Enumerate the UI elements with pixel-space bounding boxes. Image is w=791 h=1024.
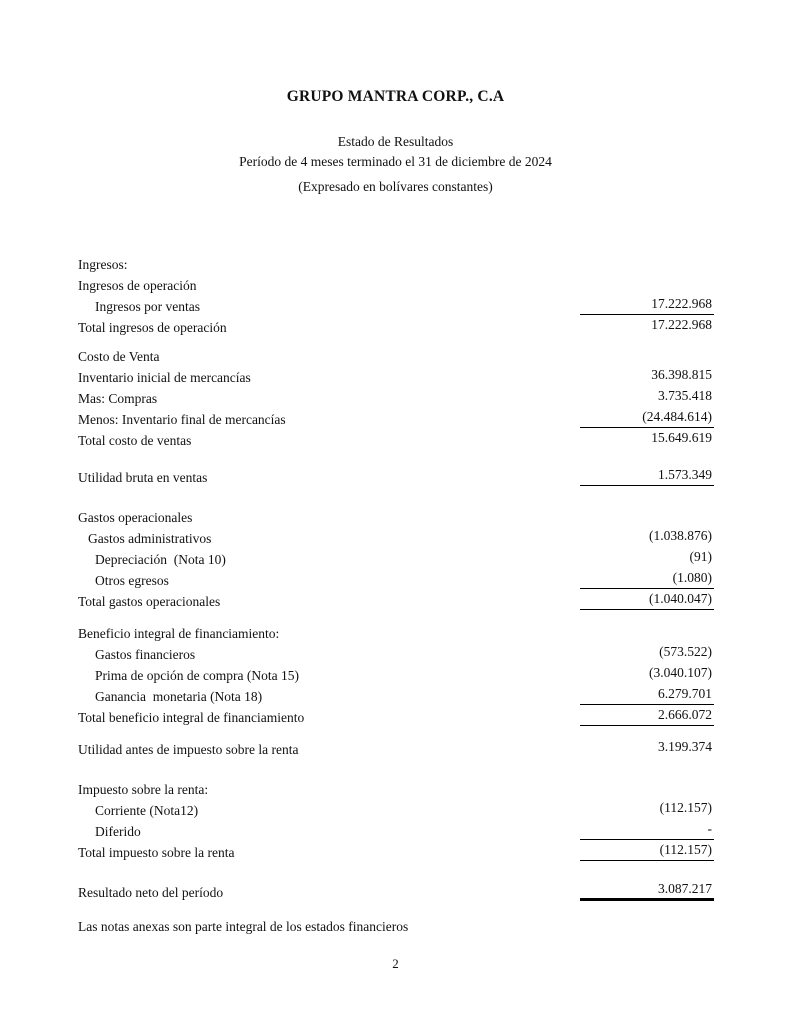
page-number: 2 (392, 956, 399, 971)
row-value: (1.080) (580, 570, 714, 589)
statement-row (78, 568, 714, 589)
row-value: 2.666.072 (580, 707, 714, 726)
row-value (580, 291, 714, 294)
row-label: Depreciación (Nota 10) (95, 552, 226, 567)
row-value: 3.087.217 (580, 881, 714, 901)
row-value: 6.279.701 (580, 686, 714, 705)
statement-row (78, 547, 714, 568)
row-value: (3.040.107) (649, 665, 712, 680)
statement-row (78, 428, 714, 449)
statement-period: Período de 4 meses terminado el 31 de diciembre de 2024 (239, 154, 552, 169)
statement-row (78, 386, 714, 407)
row-label: Total impuesto sobre la renta (78, 845, 235, 860)
row-label: Ingresos por ventas (95, 299, 200, 314)
row-value (580, 523, 714, 526)
row-label: Total gastos operacionales (78, 594, 221, 609)
statement-row (78, 684, 714, 705)
row-label: Utilidad bruta en ventas (78, 470, 208, 485)
row-value: (91) (689, 549, 712, 564)
statement-row (78, 777, 714, 798)
statement-row (78, 880, 714, 901)
row-label: Corriente (Nota12) (95, 803, 199, 818)
statement-row (78, 505, 714, 526)
currency-note: (Expresado en bolívares constantes) (298, 179, 493, 194)
row-label: Total ingresos de operación (78, 320, 227, 335)
statement-row (78, 344, 714, 365)
row-label: Utilidad antes de impuesto sobre la renta (78, 742, 299, 757)
statement-row (78, 273, 714, 294)
statement-title: Estado de Resultados (337, 134, 454, 149)
document-header (0, 0, 791, 195)
row-value: (112.157) (580, 842, 714, 861)
statement-row (78, 840, 714, 861)
statement-rows (78, 252, 714, 901)
row-value: (573.522) (659, 644, 712, 659)
row-value: - (580, 821, 714, 840)
statement-row (78, 663, 714, 684)
row-value: 17.222.968 (580, 296, 714, 315)
row-label: Ingresos: (78, 257, 128, 272)
row-label: Menos: Inventario final de mercancías (78, 412, 286, 427)
statement-row (78, 798, 714, 819)
row-label: Mas: Compras (78, 391, 158, 406)
row-value (580, 362, 714, 365)
row-value: (112.157) (659, 800, 712, 815)
row-value: 3.735.418 (658, 388, 712, 403)
row-label: Impuesto sobre la renta: (78, 782, 209, 797)
row-label: Total costo de ventas (78, 433, 192, 448)
row-value: 15.649.619 (651, 430, 712, 445)
statement-row (78, 407, 714, 428)
row-value: (1.038.876) (649, 528, 712, 543)
row-value: 17.222.968 (651, 317, 712, 332)
row-label: Ingresos de operación (78, 278, 197, 293)
statement-row (78, 819, 714, 840)
company-name: GRUPO MANTRA CORP., C.A (286, 88, 505, 105)
statement-row (78, 737, 714, 758)
statement-row (78, 526, 714, 547)
statement-row (78, 252, 714, 273)
row-label: Costo de Venta (78, 349, 160, 364)
row-label: Gastos administrativos (88, 531, 212, 546)
row-value (580, 795, 714, 798)
statement-row (78, 365, 714, 386)
row-value: 36.398.815 (651, 367, 712, 382)
row-label: Inventario inicial de mercancías (78, 370, 251, 385)
row-value: 3.199.374 (658, 739, 712, 754)
statement-row (78, 621, 714, 642)
row-label: Prima de opción de compra (Nota 15) (95, 668, 299, 683)
row-value (580, 270, 714, 273)
row-value: (1.040.047) (580, 591, 714, 610)
statement-row (78, 589, 714, 610)
row-label: Ganancia monetaria (Nota 18) (95, 689, 263, 704)
statement-row (78, 705, 714, 726)
row-label: Diferido (95, 824, 141, 839)
row-label: Otros egresos (95, 573, 169, 588)
statement-row (78, 315, 714, 336)
row-label: Gastos operacionales (78, 510, 193, 525)
row-label: Gastos financieros (95, 647, 196, 662)
statement-row (78, 294, 714, 315)
statement-row (78, 465, 714, 486)
notes-disclaimer: Las notas anexas son parte integral de los estados financieros (78, 919, 409, 934)
row-label: Resultado neto del período (78, 885, 224, 900)
row-label: Total beneficio integral de financiamiento (78, 710, 305, 725)
row-label: Beneficio integral de financiamiento: (78, 626, 280, 641)
statement-row (78, 642, 714, 663)
row-value (580, 639, 714, 642)
row-value: 1.573.349 (580, 467, 714, 486)
row-value: (24.484.614) (580, 409, 714, 428)
